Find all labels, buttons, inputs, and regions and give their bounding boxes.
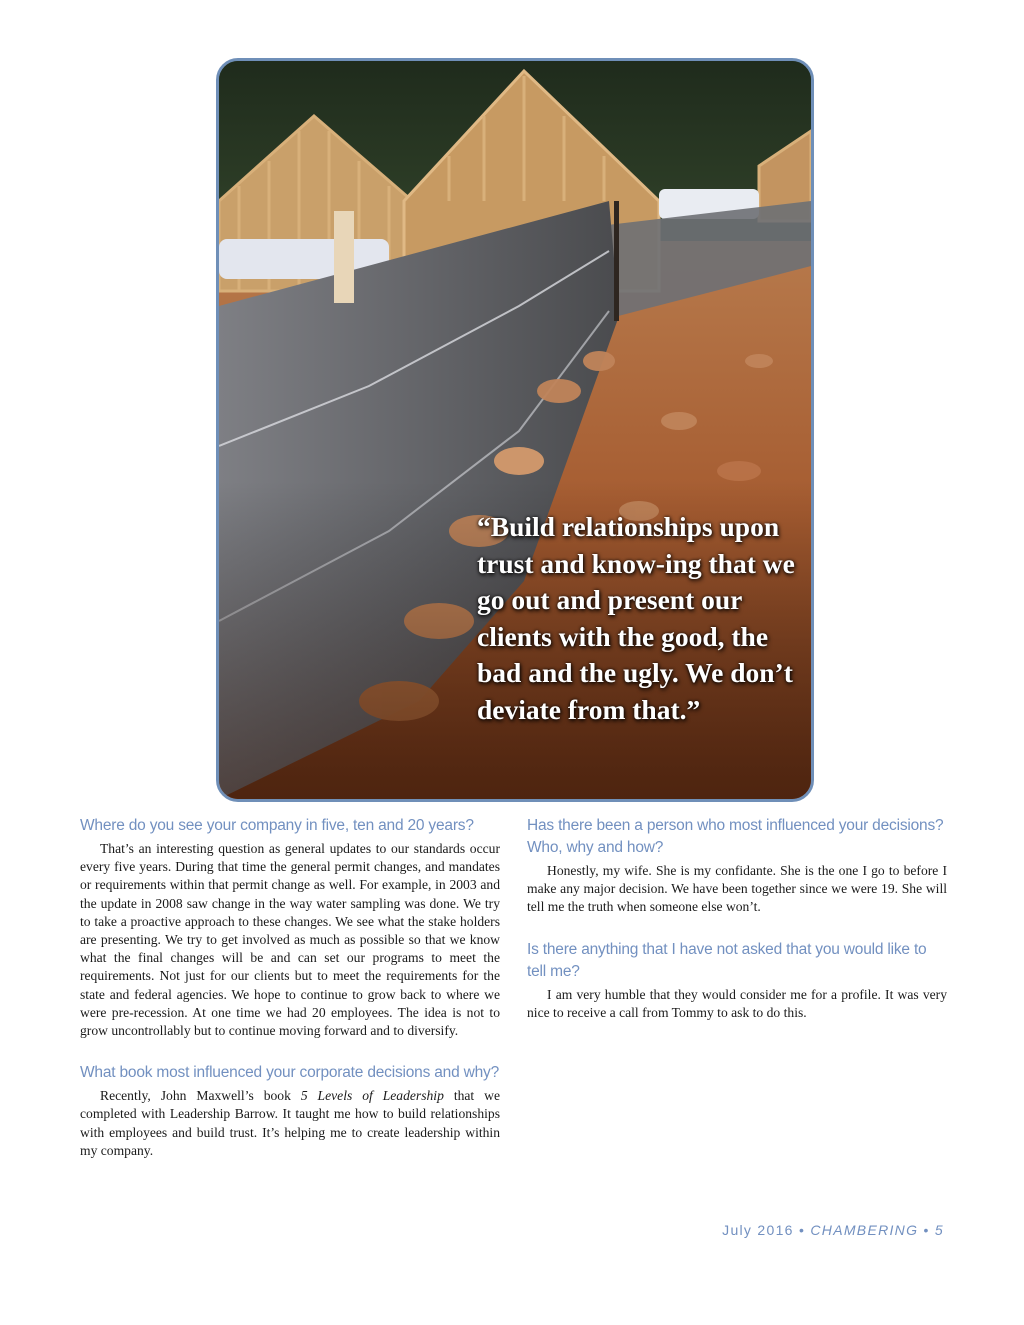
right-column bbox=[527, 815, 947, 1044]
pull-quote: “Build relationships upon trust and know-ing that we go out and present our clients with the good, the bad and the ugly. We don’t deviate from that.” bbox=[477, 511, 795, 725]
book-title: 5 Levels of Leadership bbox=[300, 1088, 444, 1104]
page-number: 5 bbox=[934, 1222, 944, 1238]
answer-influential-person: Honestly, my wife. She is my confidante. She is the one I go to before I make any major decision. We have been together since we were 19. She will tell me the truth when someone else won’t. bbox=[527, 863, 947, 915]
question-future-years: Where do you see your company in five, ten and 20 years? bbox=[80, 817, 474, 834]
publication-name: CHAMBERING bbox=[810, 1222, 919, 1238]
answer-influential-book bbox=[80, 1087, 500, 1160]
footer-bullet: • bbox=[923, 1222, 930, 1238]
question-influential-person: Has there been a person who most influenced your decisions? Who, why and how? bbox=[527, 817, 944, 856]
question-influential-book: What book most influenced your corporate decisions and why? bbox=[80, 1064, 499, 1082]
construction-site-photo bbox=[216, 58, 814, 802]
footer-bullet: • bbox=[798, 1222, 806, 1238]
answer-future-years: That’s an interesting question as general updates to our standards occur every five years. During that time the general permit changes, and mandates or requirements within that permit change as well. For example, in 2003 and the update in 2008 saw change in the way water sampling was done. We try to take a proactive approach to these changes. We see what the stake holders are presenting. We try to get involved as much as possible so that we know what the final changes will be and can set our programs to meet the requirements. Not just for our clients but to meet the requirements for the state and federal agencies. We hope to continue to grow back to where we were pre-recession. At one time we had 20 employees. The idea is not to grow uncontrollably but to continue moving forward and to diversify. bbox=[80, 841, 500, 1039]
answer-text-end: that we completed with Leadership Barrow. It taught me how to build relationships with employees and build trust. It’s helping me to create leadership within my company. bbox=[80, 1088, 500, 1158]
answer-anything-else: I am very humble that they would consider me for a profile. It was very nice to receive a call from Tommy to ask to do this. bbox=[527, 986, 947, 1020]
issue-date: July 2016 bbox=[722, 1222, 794, 1238]
question-anything-else: Is there anything that I have not asked that you would like to tell me? bbox=[527, 940, 927, 980]
left-column bbox=[80, 815, 500, 1182]
answer-text-start: Recently, John Maxwell’s book bbox=[100, 1088, 301, 1104]
page-footer bbox=[722, 1222, 944, 1238]
